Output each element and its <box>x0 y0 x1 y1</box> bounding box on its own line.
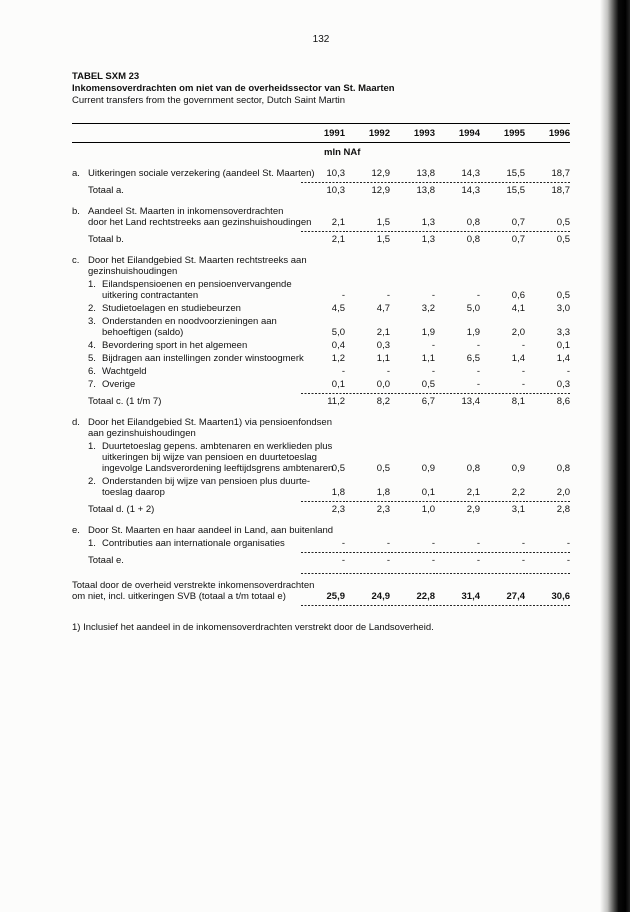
unit-label: mln NAf <box>324 147 361 158</box>
dashed-rule <box>481 501 525 502</box>
value-cell: 0,9 <box>511 463 525 474</box>
value-cell: 0,3 <box>376 340 390 351</box>
dashed-rule <box>391 231 435 232</box>
value-cell: - <box>566 555 570 566</box>
value-cell: 0,9 <box>421 463 435 474</box>
label-line: Totaal a. <box>88 185 124 196</box>
row-label <box>72 279 300 301</box>
value-cell: 1,1 <box>376 353 390 364</box>
dashed-rule <box>301 573 345 574</box>
value-cell: - <box>431 340 435 351</box>
year-header-row <box>72 124 570 142</box>
value-cell: 8,6 <box>556 396 570 407</box>
row-prefix: a. <box>72 168 80 179</box>
table-subtitle-english: Current transfers from the government sector, Dutch Saint Martin <box>72 95 345 106</box>
value-cell: 1,2 <box>331 353 345 364</box>
dashed-rule <box>436 552 480 553</box>
label-line: Studietoelagen en studiebeurzen <box>102 303 241 314</box>
label-line: uitkering contractanten <box>102 290 199 301</box>
value-cell: 11,2 <box>327 396 345 407</box>
table-row <box>72 340 570 351</box>
dashed-rule <box>436 393 480 394</box>
value-cell: 24,9 <box>371 591 390 602</box>
dashed-rule <box>526 501 570 502</box>
row-prefix: b. <box>72 206 80 217</box>
value-cell: 6,5 <box>466 353 480 364</box>
table-id: TABEL SXM 23 <box>72 71 140 82</box>
year-col-header: 1992 <box>368 128 390 139</box>
table-header <box>72 71 570 107</box>
table-row <box>72 279 570 301</box>
value-cell: 2,1 <box>331 234 345 245</box>
row-label <box>72 316 300 338</box>
row-label <box>72 185 300 196</box>
value-cell: - <box>476 290 480 301</box>
table-row <box>72 441 570 474</box>
row-label <box>72 303 300 314</box>
value-cell: 0,6 <box>511 290 525 301</box>
row-label <box>72 441 334 474</box>
value-cell: - <box>521 538 525 549</box>
label-line: Duurtetoeslag gepens. ambtenaren en werklieden plus <box>102 441 333 452</box>
page-content <box>72 34 570 633</box>
dashed-rule <box>436 231 480 232</box>
row-label <box>72 255 307 277</box>
value-cell: 1,5 <box>376 234 390 245</box>
table-row <box>72 168 570 179</box>
value-cell: 15,5 <box>506 185 525 196</box>
table-body <box>72 168 570 606</box>
value-cell: 1,9 <box>466 327 480 338</box>
unit-row <box>72 147 570 158</box>
value-cell: 12,9 <box>371 168 390 179</box>
year-col-header: 1991 <box>323 128 345 139</box>
value-cell: - <box>386 290 390 301</box>
value-cell: 2,3 <box>331 504 345 515</box>
value-cell: 14,3 <box>461 185 480 196</box>
table-row <box>72 353 570 364</box>
value-cell: 0,8 <box>466 234 480 245</box>
value-cell: 18,7 <box>551 185 570 196</box>
label-line: toeslag daarop <box>102 487 165 498</box>
value-cell: 1,3 <box>421 234 435 245</box>
dashed-rule-row <box>72 573 570 574</box>
value-cell: 2,8 <box>556 504 570 515</box>
table-row <box>72 379 570 390</box>
label-line: Totaal b. <box>88 234 124 245</box>
dashed-rule <box>391 393 435 394</box>
dashed-rule <box>481 393 525 394</box>
value-cell: 13,8 <box>416 168 435 179</box>
year-col-header: 1996 <box>548 128 570 139</box>
row-label <box>72 538 300 549</box>
table-row <box>72 555 570 566</box>
row-prefix: 3. <box>88 316 96 327</box>
book-scan-edge <box>600 0 630 912</box>
value-cell: 2,3 <box>376 504 390 515</box>
dashed-rule <box>301 605 345 606</box>
value-cell: 4,7 <box>376 303 390 314</box>
dashed-rule <box>526 552 570 553</box>
label-line: Door St. Maarten en haar aandeel in Land, aan buitenland <box>88 525 334 536</box>
table-row <box>72 255 570 277</box>
dashed-rule-row <box>72 501 570 502</box>
label-line: Door het Eilandgebied St. Maarten1) via pensioenfondsen <box>88 417 332 428</box>
value-cell: - <box>386 538 390 549</box>
value-cell: - <box>566 366 570 377</box>
label-line: Totaal c. (1 t/m 7) <box>88 396 162 407</box>
table-row <box>72 504 570 515</box>
value-cell: 1,9 <box>421 327 435 338</box>
value-cell: 1,5 <box>376 217 390 228</box>
dashed-rule <box>301 393 345 394</box>
value-cell: 0,5 <box>421 379 435 390</box>
label-line: door het Land rechtstreeks aan gezinshuishoudingen <box>88 217 312 228</box>
dashed-rule <box>301 552 345 553</box>
value-cell: - <box>431 366 435 377</box>
value-cell: 1,4 <box>556 353 570 364</box>
row-prefix: 4. <box>88 340 96 351</box>
row-label <box>72 555 300 566</box>
dashed-rule <box>526 182 570 183</box>
row-label <box>72 353 304 364</box>
label-line: Aandeel St. Maarten in inkomensoverdrachten <box>88 206 284 217</box>
dashed-rule <box>391 501 435 502</box>
value-cell: 1,0 <box>421 504 435 515</box>
row-prefix: 1. <box>88 538 96 549</box>
table-rule-under-years <box>72 142 570 143</box>
value-cell: 4,5 <box>331 303 345 314</box>
value-cell: 18,7 <box>551 168 570 179</box>
row-prefix: 6. <box>88 366 96 377</box>
value-cell: 6,7 <box>421 396 435 407</box>
value-cell: 4,1 <box>511 303 525 314</box>
value-cell: - <box>431 290 435 301</box>
value-cell: 0,5 <box>556 290 570 301</box>
value-cell: 3,3 <box>556 327 570 338</box>
table-row <box>72 303 570 314</box>
value-cell: - <box>431 538 435 549</box>
table-row <box>72 525 570 536</box>
value-cell: - <box>476 538 480 549</box>
value-cell: 0,4 <box>331 340 345 351</box>
value-cell: 1,4 <box>511 353 525 364</box>
dashed-rule-row <box>72 552 570 553</box>
row-label <box>72 504 300 515</box>
value-cell: 13,4 <box>461 396 480 407</box>
value-cell: 27,4 <box>506 591 525 602</box>
value-cell: 1,3 <box>421 217 435 228</box>
row-label <box>72 417 332 439</box>
value-cell: 0,7 <box>511 217 525 228</box>
row-label <box>72 168 315 179</box>
label-line: uitkeringen bij wijze van pensioen en duurtetoeslag <box>102 452 317 463</box>
value-cell: 0,3 <box>556 379 570 390</box>
table-title-dutch: Inkomensoverdrachten om niet van de overheidssector van St. Maarten <box>72 83 395 94</box>
label-line: Bijdragen aan instellingen zonder winstoogmerk <box>102 353 304 364</box>
value-cell: - <box>386 366 390 377</box>
value-cell: 13,8 <box>416 185 435 196</box>
value-cell: 1,8 <box>331 487 345 498</box>
dashed-rule <box>391 573 435 574</box>
value-cell: 0,5 <box>556 217 570 228</box>
dashed-rule <box>301 501 345 502</box>
label-line: Totaal e. <box>88 555 124 566</box>
value-cell: 31,4 <box>461 591 480 602</box>
row-label <box>72 379 300 390</box>
value-cell: 10,3 <box>326 168 345 179</box>
label-line: aan gezinshuishoudingen <box>88 428 196 439</box>
dashed-rule <box>481 231 525 232</box>
row-label <box>72 476 311 498</box>
row-label <box>72 580 315 602</box>
value-cell: - <box>476 379 480 390</box>
value-cell: - <box>476 555 480 566</box>
value-cell: 2,1 <box>466 487 480 498</box>
value-cell: - <box>386 555 390 566</box>
row-prefix: e. <box>72 525 80 536</box>
value-cell: - <box>521 555 525 566</box>
value-cell: 0,5 <box>556 234 570 245</box>
dashed-rule-row <box>72 393 570 394</box>
value-cell: 8,2 <box>376 396 390 407</box>
table-row <box>72 366 570 377</box>
value-cell: - <box>341 366 345 377</box>
value-cell: 0,7 <box>511 234 525 245</box>
label-line: ingevolge Landsverordening leeftijdsgrens ambtenaren <box>102 463 334 474</box>
value-cell: 22,8 <box>416 591 435 602</box>
table-row <box>72 206 570 228</box>
dashed-rule <box>346 182 390 183</box>
value-cell: - <box>341 555 345 566</box>
label-line: Bevordering sport in het algemeen <box>102 340 248 351</box>
dashed-rule <box>436 501 480 502</box>
label-line: om niet, incl. uitkeringen SVB (totaal a t/m totaal e) <box>72 591 286 602</box>
label-line: Door het Eilandgebied St. Maarten rechtstreeks aan <box>88 255 307 266</box>
label-line: Totaal door de overheid verstrekte inkomensoverdrachten <box>72 580 315 591</box>
label-line: Wachtgeld <box>102 366 147 377</box>
dashed-rule <box>526 393 570 394</box>
row-prefix: d. <box>72 417 80 428</box>
value-cell: - <box>431 555 435 566</box>
dashed-rule <box>481 182 525 183</box>
table-row <box>72 417 570 439</box>
table-row <box>72 476 570 498</box>
value-cell: 0,1 <box>331 379 345 390</box>
table-row <box>72 396 570 407</box>
row-label <box>72 234 300 245</box>
row-label <box>72 396 300 407</box>
row-label <box>72 340 300 351</box>
dashed-rule <box>526 605 570 606</box>
value-cell: 0,5 <box>331 463 345 474</box>
row-prefix: c. <box>72 255 80 266</box>
label-line: Onderstanden bij wijze van pensioen plus duurte- <box>102 476 311 487</box>
dashed-rule <box>301 182 345 183</box>
value-cell: 0,0 <box>376 379 390 390</box>
value-cell: 14,3 <box>461 168 480 179</box>
table-row <box>72 234 570 245</box>
year-col-header: 1993 <box>413 128 435 139</box>
value-cell: - <box>521 379 525 390</box>
dashed-rule <box>526 573 570 574</box>
label-line: behoeftigen (saldo) <box>102 327 184 338</box>
dashed-rule <box>436 182 480 183</box>
value-cell: 0,1 <box>421 487 435 498</box>
value-cell: 2,1 <box>331 217 345 228</box>
value-cell: 8,1 <box>511 396 525 407</box>
dashed-rule <box>436 605 480 606</box>
row-prefix: 5. <box>88 353 96 364</box>
year-col-header: 1994 <box>458 128 480 139</box>
dashed-rule-row <box>72 605 570 606</box>
label-line: Overige <box>102 379 136 390</box>
dashed-rule <box>346 605 390 606</box>
row-prefix: 1. <box>88 279 96 290</box>
dashed-rule <box>391 552 435 553</box>
value-cell: 0,8 <box>556 463 570 474</box>
table-row <box>72 538 570 549</box>
value-cell: 10,3 <box>326 185 345 196</box>
row-prefix: 1. <box>88 441 96 452</box>
value-cell: 25,9 <box>326 591 345 602</box>
label-line: Contributies aan internationale organisaties <box>102 538 285 549</box>
row-prefix: 2. <box>88 476 96 487</box>
year-col-header: 1995 <box>503 128 525 139</box>
label-line: gezinshuishoudingen <box>88 266 178 277</box>
value-cell: 2,0 <box>556 487 570 498</box>
dashed-rule <box>346 573 390 574</box>
dashed-rule <box>301 231 345 232</box>
value-cell: - <box>476 366 480 377</box>
value-cell: 3,1 <box>511 504 525 515</box>
value-cell: - <box>341 290 345 301</box>
value-cell: - <box>476 340 480 351</box>
value-cell: 2,2 <box>511 487 525 498</box>
value-cell: 0,8 <box>466 217 480 228</box>
value-cell: 2,9 <box>466 504 480 515</box>
value-cell: - <box>341 538 345 549</box>
dashed-rule-row <box>72 182 570 183</box>
value-cell: 5,0 <box>466 303 480 314</box>
value-cell: 0,8 <box>466 463 480 474</box>
dashed-rule <box>346 231 390 232</box>
table-row <box>72 185 570 196</box>
dashed-rule <box>481 605 525 606</box>
row-label <box>72 366 300 377</box>
value-cell: - <box>566 538 570 549</box>
table-row <box>72 580 570 602</box>
dashed-rule-row <box>72 231 570 232</box>
footnote: 1) Inclusief het aandeel in de inkomensoverdrachten verstrekt door de Landsoverheid. <box>72 622 434 633</box>
value-cell: 5,0 <box>331 327 345 338</box>
dashed-rule <box>481 552 525 553</box>
value-cell: 1,1 <box>421 353 435 364</box>
label-line: Uitkeringen sociale verzekering (aandeel St. Maarten) <box>88 168 315 179</box>
value-cell: - <box>521 366 525 377</box>
value-cell: - <box>521 340 525 351</box>
value-cell: 2,0 <box>511 327 525 338</box>
value-cell: 0,1 <box>556 340 570 351</box>
label-line: Totaal d. (1 + 2) <box>88 504 155 515</box>
value-cell: 30,6 <box>551 591 570 602</box>
dashed-rule <box>346 393 390 394</box>
dashed-rule <box>481 573 525 574</box>
dashed-rule <box>391 182 435 183</box>
table-row <box>72 316 570 338</box>
value-cell: 15,5 <box>506 168 525 179</box>
value-cell: 3,2 <box>421 303 435 314</box>
dashed-rule <box>346 501 390 502</box>
value-cell: 3,0 <box>556 303 570 314</box>
label-line: Eilandspensioenen en pensioenvervangende <box>102 279 292 290</box>
dashed-rule <box>391 605 435 606</box>
page-number: 132 <box>312 34 330 45</box>
row-label <box>72 206 312 228</box>
row-prefix: 7. <box>88 379 96 390</box>
dashed-rule <box>526 231 570 232</box>
row-label <box>72 525 334 536</box>
value-cell: 0,5 <box>376 463 390 474</box>
row-prefix: 2. <box>88 303 96 314</box>
dashed-rule <box>436 573 480 574</box>
value-cell: 2,1 <box>376 327 390 338</box>
dashed-rule <box>346 552 390 553</box>
statistics-table <box>72 123 570 606</box>
value-cell: 12,9 <box>371 185 390 196</box>
value-cell: 1,8 <box>376 487 390 498</box>
label-line: Onderstanden en noodvoorzieningen aan <box>102 316 277 327</box>
